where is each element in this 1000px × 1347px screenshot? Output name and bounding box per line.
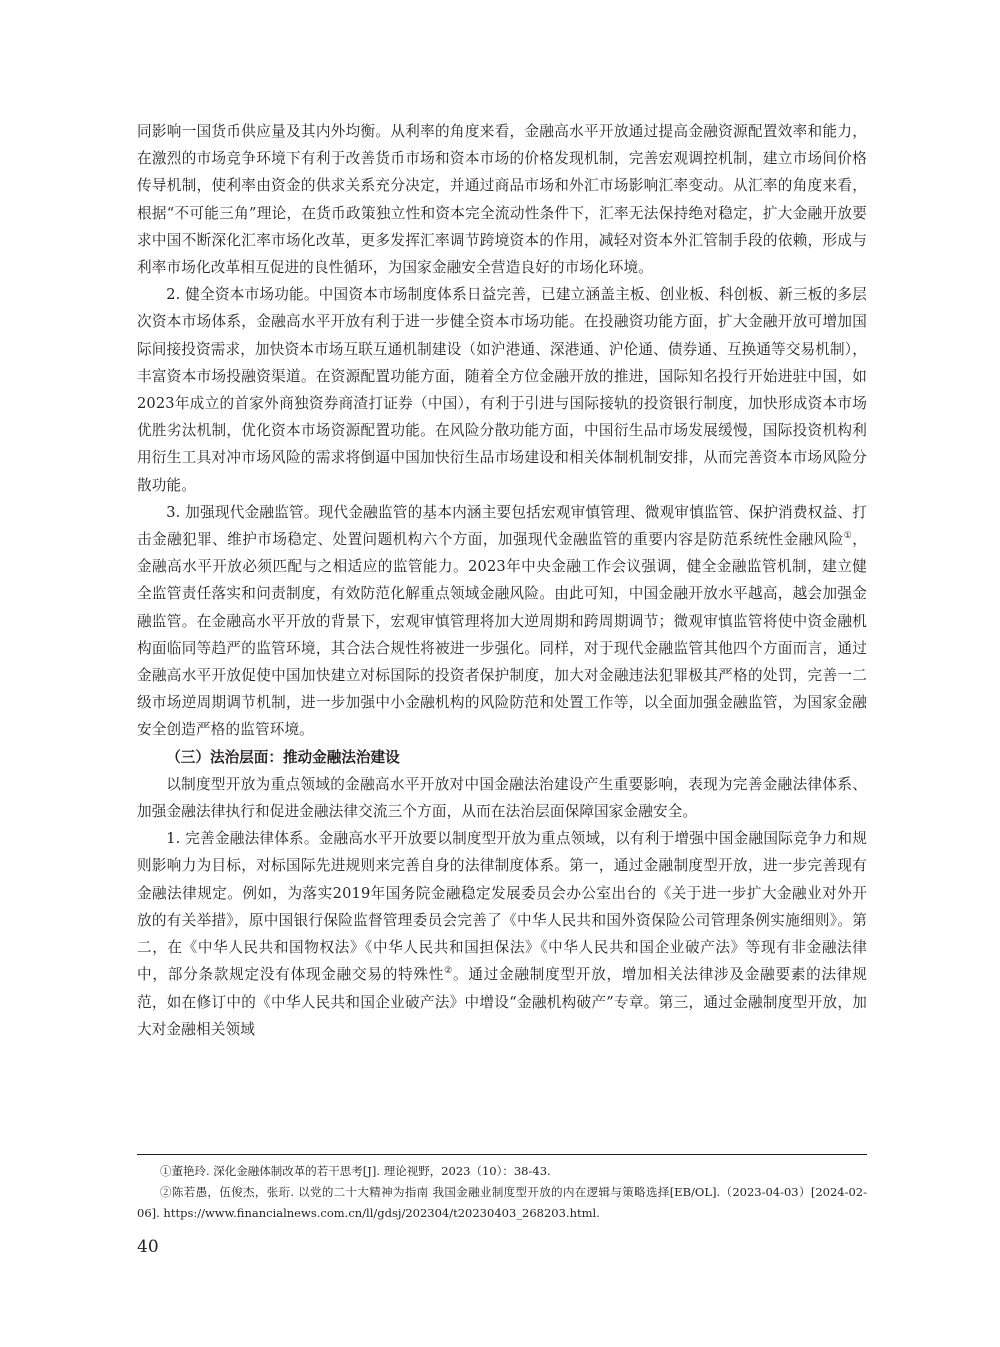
section-heading: （三）法治层面：推动金融法治建设 <box>166 748 400 766</box>
footnote-2: ②陈若愚，伍俊杰，张珩. 以党的二十大精神为指南 我国金融业制度型开放的内在逻辑与策略选择[EB/OL].（2023-04-03）[2024-02-06]. https://www.financialnews.com.cn/ll/gdsj/202304/t20230403_268203.html. <box>137 1185 867 1220</box>
paragraph-capital-market: 2. 健全资本市场功能。中国资本市场制度体系日益完善，已建立涵盖主板、创业板、科创板、新三板的多层次资本市场体系，金融高水平开放有利于进一步健全资本市场功能。在投融资功能方面，扩大金融开放可增加国际间接投资需求，加快资本市场互联互通机制建设（如沪港通、深港通、沪伦通、债券通、互换通等交易机制），丰富资本市场投融资渠道。在资源配置功能方面，随着全方位金融开放的推进，国际知名投行开始进驻中国，如2023年成立的首家外商独资券商渣打证券（中国），有利于引进与国际接轨的投资银行制度，加快形成资本市场优胜劣汰机制，优化资本市场资源配置功能。在风险分散功能方面，中国衍生品市场发展缓慢，国际投资机构利用衍生工具对冲市场风险的需求将倒逼中国加快衍生品市场建设和相关体制机制安排，从而完善资本市场风险分散功能。 <box>137 286 867 494</box>
paragraph-legal-system <box>137 825 867 1043</box>
paragraph-financial-supervision <box>137 499 867 744</box>
footnote-ref-2[interactable]: ② <box>444 966 453 977</box>
footnote-ref-1[interactable]: ① <box>843 531 853 542</box>
page-number: 40 <box>137 1237 159 1257</box>
paragraph-text: 。通过金融制度型开放，增加相关法律涉及金融要素的法律规范，如在修订中的《中华人民共和国企业破产法》中增设“金融机构破产”专章。第三，通过金融制度型开放，加大对金融相关领域 <box>137 966 867 1038</box>
paragraph-legal-intro: 以制度型开放为重点领域的金融高水平开放对中国金融法治建设产生重要影响，表现为完善金融法律体系、加强金融法律执行和促进金融法律交流三个方面，从而在法治层面保障国家金融安全。 <box>137 775 867 821</box>
footnote-1: ①董艳玲. 深化金融体制改革的若干思考[J]. 理论视野，2023（10）：38-43. <box>160 1164 551 1178</box>
paragraph-text: ，金融高水平开放必须匹配与之相适应的监管能力。2023年中央金融工作会议强调，健全金融监管机制，建立健全监管责任落实和问责制度，有效防范化解重点领域金融风险。由此可知，中国金融开放水平越高，越会加强金融监管。在金融高水平开放的背景下，宏观审慎管理将加大逆周期和跨周期调节；微观审慎监管将使中资金融机构面临同等趋严的监管环境，其合法合规性将被进一步强化。同样，对于现代金融监管其他四个方面而言，通过金融高水平开放促使中国加快建立对标国际的投资者保护制度，加大对金融违法犯罪极其严格的处罚，完善一二级市场逆周期调节机制，进一步加强中小金融机构的风险防范和处置工作等，以全面加强金融监管，为国家金融安全创造严格的监管环境。 <box>137 531 867 739</box>
paragraph-text: 3. 加强现代金融监管。现代金融监管的基本内涵主要包括宏观审慎管理、微观审慎监管、保护消费权益、打击金融犯罪、维护市场稳定、处置问题机构六个方面，加强现代金融监管的重要内容是防范系统性金融风险 <box>137 503 867 549</box>
paragraph-text: 1. 完善金融法律体系。金融高水平开放要以制度型开放为重点领域，以有利于增强中国金融国际竞争力和规则影响力为目标，对标国际先进规则来完善自身的法律制度体系。第一，通过金融制度型开放，进一步完善现有金融法律规定。例如，为落实2019年国务院金融稳定发展委员会办公室出台的《关于进一步扩大金融业对外开放的有关举措》，原中国银行保险监督管理委员会完善了《中华人民共和国外资保险公司管理条例实施细则》。第二，在《中华人民共和国物权法》《中华人民共和国担保法》《中华人民共和国企业破产法》等现有非金融法律中，部分条款规定没有体现金融交易的特殊性 <box>137 830 867 984</box>
paragraph-monetary: 同影响一国货币供应量及其内外均衡。从利率的角度来看，金融高水平开放通过提高金融资源配置效率和能力，在激烈的市场竞争环境下有利于改善货币市场和资本市场的价格发现机制，完善宏观调控机制，建立市场间价格传导机制，使利率由资金的供求关系充分决定，并通过商品市场和外汇市场影响汇率变动。从汇率的角度来看，根据“不可能三角”理论，在货币政策独立性和资本完全流动性条件下，汇率无法保持绝对稳定，扩大金融开放要求中国不断深化汇率市场化改革，更多发挥汇率调节跨境资本的作用，减轻对资本外汇管制手段的依赖，形成与利率市场化改革相互促进的良性循环，为国家金融安全营造良好的市场化环境。 <box>137 123 867 277</box>
article-body <box>137 118 867 1043</box>
footnotes <box>137 1154 867 1224</box>
